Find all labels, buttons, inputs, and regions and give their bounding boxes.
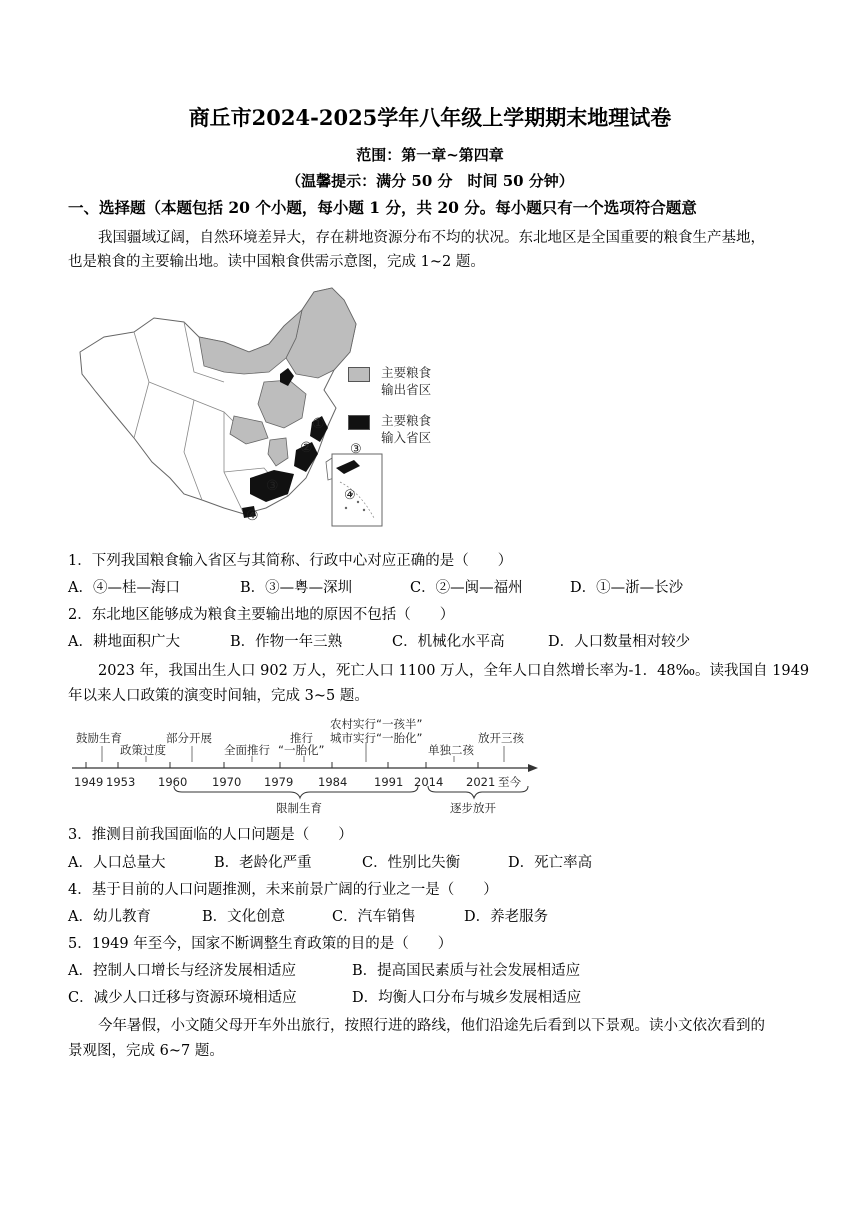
question-1-option-d[interactable]: D．①—浙—长沙 — [570, 580, 684, 596]
year-1953: 1953 — [106, 775, 136, 789]
event-implement-line1: 推行 — [290, 731, 313, 745]
population-policy-timeline — [66, 712, 546, 820]
year-now: 至今 — [498, 775, 521, 789]
inset-marker-3: ③ — [350, 442, 362, 457]
question-4-stem: 4．基于目前的人口问题推测，未来前景广阔的行业之一是（ ） — [68, 882, 498, 898]
question-5-option-a[interactable]: A．控制人口增长与经济发展相适应 — [68, 963, 296, 979]
event-rural-urban-line2: 城市实行“一胎化” — [330, 731, 423, 745]
event-full-implementation: 全面推行 — [224, 743, 270, 757]
map-marker-4: ④ — [246, 508, 259, 524]
china-grain-map — [74, 282, 394, 532]
event-partial-rollout: 部分开展 — [166, 731, 212, 745]
question-2-option-c[interactable]: C．机械化水平高 — [392, 634, 505, 650]
question-2-option-b[interactable]: B．作物一年三熟 — [230, 634, 343, 650]
legend-import — [348, 412, 431, 446]
question-5-option-c[interactable]: C．减少人口迁移与资源环境相适应 — [68, 990, 297, 1006]
map-marker-1: ① — [312, 416, 325, 432]
year-2021: 2021 — [466, 775, 496, 789]
map-marker-2: ② — [300, 440, 313, 456]
question-5-option-b[interactable]: B．提高国民素质与社会发展相适应 — [352, 963, 581, 979]
year-1949: 1949 — [74, 775, 104, 789]
question-5-stem: 5．1949 年至今，国家不断调整生育政策的目的是（ ） — [68, 936, 453, 952]
question-3-stem: 3．推测目前我国面临的人口问题是（ ） — [68, 827, 353, 843]
question-1-option-b[interactable]: B．③—粤—深圳 — [240, 580, 353, 596]
event-policy-transition: 政策过度 — [120, 743, 166, 757]
question-1-stem: 1．下列我国粮食输入省区与其简称、行政中心对应正确的是（ ） — [68, 553, 513, 569]
section-heading: 一、选择题（本题包括 20 个小题，每小题 1 分，共 20 分。每小题只有一个选项符合题意 — [68, 198, 697, 217]
exam-scope: 范围：第一章~第四章 — [356, 146, 504, 164]
timeline-svg — [66, 712, 546, 820]
legend-import-label-l2: 输入省区 — [381, 430, 432, 445]
question-4-option-b[interactable]: B．文化创意 — [202, 909, 286, 925]
legend-export — [348, 364, 431, 398]
event-implement-line2: “一胎化” — [278, 743, 325, 757]
intro-passage-3-line2: 景观图，完成 6~7 题。 — [68, 1043, 224, 1059]
legend-import-label-l1: 主要粮食 — [381, 413, 432, 428]
intro-passage-2-line2: 年以来人口政策的演变时间轴，完成 3~5 题。 — [68, 688, 369, 704]
question-3-option-b[interactable]: B．老龄化严重 — [214, 855, 312, 871]
year-2014: 2014 — [414, 775, 444, 789]
question-1-option-a[interactable]: A．④—桂—海口 — [68, 580, 180, 596]
event-single-second-child: 单独二孩 — [428, 743, 474, 757]
legend-export-label-l2: 输出省区 — [381, 382, 432, 397]
event-rural-urban-line1: 农村实行“一孩半” — [330, 717, 423, 731]
intro-passage-3-line1: 今年暑假，小文随父母开车外出旅行，按照行进的路线，他们沿途先后看到以下景观。读小文依次看到的 — [98, 1018, 765, 1034]
event-three-child: 放开三孩 — [478, 731, 524, 745]
intro-passage-2-line1: 2023 年，我国出生人口 902 万人，死亡人口 1100 万人，全年人口自然增长率为-1．48‰。读我国自 1949 — [98, 663, 810, 679]
exam-tip: （温馨提示：满分 50 分 时间 50 分钟） — [286, 172, 574, 190]
question-3-option-a[interactable]: A．人口总量大 — [68, 855, 166, 871]
question-2-option-a[interactable]: A．耕地面积广大 — [68, 634, 180, 650]
year-1979: 1979 — [264, 775, 294, 789]
page-title: 商丘市2024-2025学年八年级上学期期末地理试卷 — [188, 105, 672, 130]
inset-marker-4: ④ — [344, 488, 356, 503]
intro-passage-1-line2: 也是粮食的主要输出地。读中国粮食供需示意图，完成 1~2 题。 — [68, 254, 485, 270]
question-5-option-d[interactable]: D．均衡人口分布与城乡发展相适应 — [352, 990, 582, 1006]
question-2-stem: 2．东北地区能够成为粮食主要输出地的原因不包括（ ） — [68, 607, 455, 623]
intro-passage-1-line1: 我国疆域辽阔，自然环境差异大，存在耕地资源分布不均的状况。东北地区是全国重要的粮食生产基地， — [98, 230, 765, 246]
question-4-option-d[interactable]: D．养老服务 — [464, 909, 549, 925]
question-3-option-c[interactable]: C．性别比失衡 — [362, 855, 461, 871]
map-marker-3: ③ — [266, 478, 279, 494]
legend-import-swatch — [348, 415, 370, 430]
label-gradual-relax: 逐步放开 — [450, 801, 496, 815]
label-limit-birth: 限制生育 — [276, 801, 322, 815]
event-encourage-birth: 鼓励生育 — [76, 731, 122, 745]
question-3-option-d[interactable]: D．死亡率高 — [508, 855, 593, 871]
question-2-option-d[interactable]: D．人口数量相对较少 — [548, 634, 691, 650]
year-1984: 1984 — [318, 775, 348, 789]
question-4-option-c[interactable]: C．汽车销售 — [332, 909, 416, 925]
year-1960: 1960 — [158, 775, 188, 789]
legend-export-swatch — [348, 367, 370, 382]
year-1991: 1991 — [374, 775, 404, 789]
year-1970: 1970 — [212, 775, 242, 789]
question-1-option-c[interactable]: C．②—闽—福州 — [410, 580, 523, 596]
question-4-option-a[interactable]: A．幼儿教育 — [68, 909, 151, 925]
legend-export-label-l1: 主要粮食 — [381, 365, 432, 380]
